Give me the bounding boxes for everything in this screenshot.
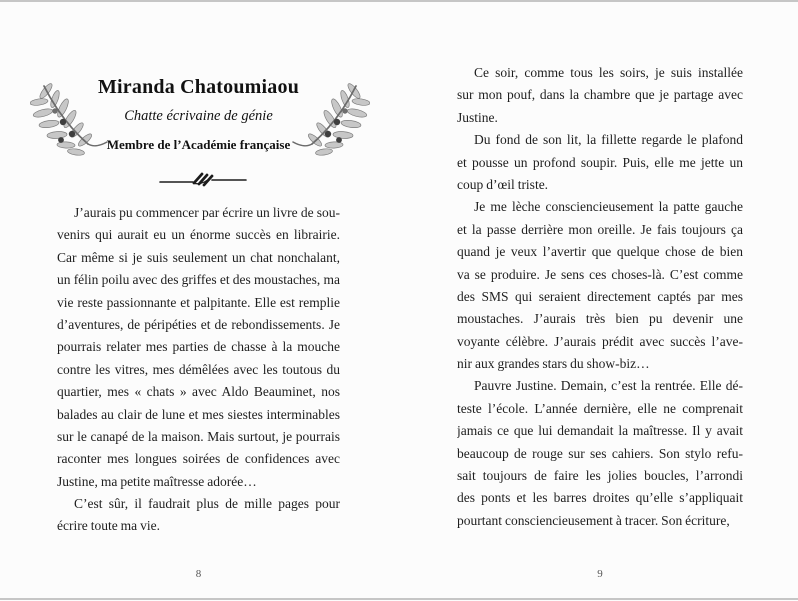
text-line: C’est sûr, il faudrait plus de mille pages pour <box>74 496 340 512</box>
left-page-text <box>57 202 340 538</box>
text-line: contre les vitres, mes démêlées avec les toutous du <box>57 361 340 377</box>
text-line: d’aventures, de péripéties et de rebondissements. Je <box>57 316 340 332</box>
text-line: pourtant consciencieusement à tracer. Son écriture, <box>457 512 730 528</box>
text-line: Justine. <box>457 109 498 125</box>
text-line: teste l’école. L’année dernière, elle ne comprenait <box>457 400 743 416</box>
text-line: quartier, mes « chats » avec Aldo Beauminet, nos <box>57 384 340 400</box>
text-line: nir aux grandes stars du show-biz… <box>457 356 650 372</box>
text-line: moustaches. J’aurais très bien pu devenir une <box>457 311 743 327</box>
text-line: sur le canapé de la maison. Mais surtout, je pourrais <box>57 428 340 444</box>
text-line: des SMS qui seraient directement captés par mes <box>457 288 743 304</box>
page-number-left: 8 <box>195 568 202 580</box>
text-line: et la passe derrière mon oreille. Je fais toujours ça <box>457 221 743 237</box>
text-line: quand je veux l’avertir que quelque chose de bien <box>457 244 743 260</box>
flourish-divider-icon <box>158 170 248 192</box>
text-line: Pauvre Justine. Demain, c’est la rentrée. Elle dé- <box>474 378 743 394</box>
right-page <box>399 0 798 601</box>
text-line: venirs qui aurait eu un énorme succès en librairie. <box>57 227 340 243</box>
text-line: Je me lèche consciencieusement la patte gauche <box>474 199 743 215</box>
text-line: un félin poilu avec des griffes et des moustaches, ma <box>57 272 340 288</box>
text-line: Du fond de son lit, la fillette regarde le plafond <box>474 132 743 148</box>
text-line: Ce soir, comme tous les soirs, je suis installée <box>474 65 743 80</box>
page-number-right: 9 <box>597 568 603 580</box>
text-line: raconter mes longues soirées de confidences avec <box>57 451 340 467</box>
text-line: beaucoup de rouge sur ses cahiers. Son stylo refu- <box>457 445 743 461</box>
text-line: vie reste passionnante et palpitante. Elle est remplie <box>57 294 340 310</box>
right-page-text <box>457 62 743 532</box>
text-line: voyante célèbre. J’aurais prédit avec succès l’ave- <box>457 333 743 349</box>
text-line: sur mon pouf, dans la chambre que je partage avec <box>457 87 743 103</box>
text-line: et pousse un profond soupir. Puis, elle me jette un <box>457 154 743 170</box>
author-role: Chatte écrivaine de génie <box>124 108 273 124</box>
text-line: sait toujours de faire les jolies boucles, l’arrondi <box>457 468 743 484</box>
text-line: jamais ce que lui demandait la maîtresse. Il y avait <box>457 423 743 439</box>
text-line: coup d’œil triste. <box>457 176 549 192</box>
text-line: balades au clair de lune et mes siestes interminables <box>57 406 340 422</box>
text-line: écrire toute ma vie. <box>57 518 160 534</box>
text-line: va se produire. Je sens ces choses-là. C’est comme <box>457 266 743 282</box>
author-name: Miranda Chatoumiaou <box>97 76 300 98</box>
text-line: J’aurais pu commencer par écrire un livre de sou- <box>74 205 340 220</box>
text-line: des ponts et les barres droites qu’elle s’appliquait <box>457 490 743 506</box>
text-line: Justine, ma petite maîtresse adorée… <box>57 473 257 489</box>
text-line: Car même si je suis seulement un chat nonchalant, <box>57 249 340 265</box>
author-affiliation: Membre de l’Académie française <box>106 137 291 152</box>
text-line: pourrais relater mes parties de chasse à la mouche <box>57 339 340 355</box>
